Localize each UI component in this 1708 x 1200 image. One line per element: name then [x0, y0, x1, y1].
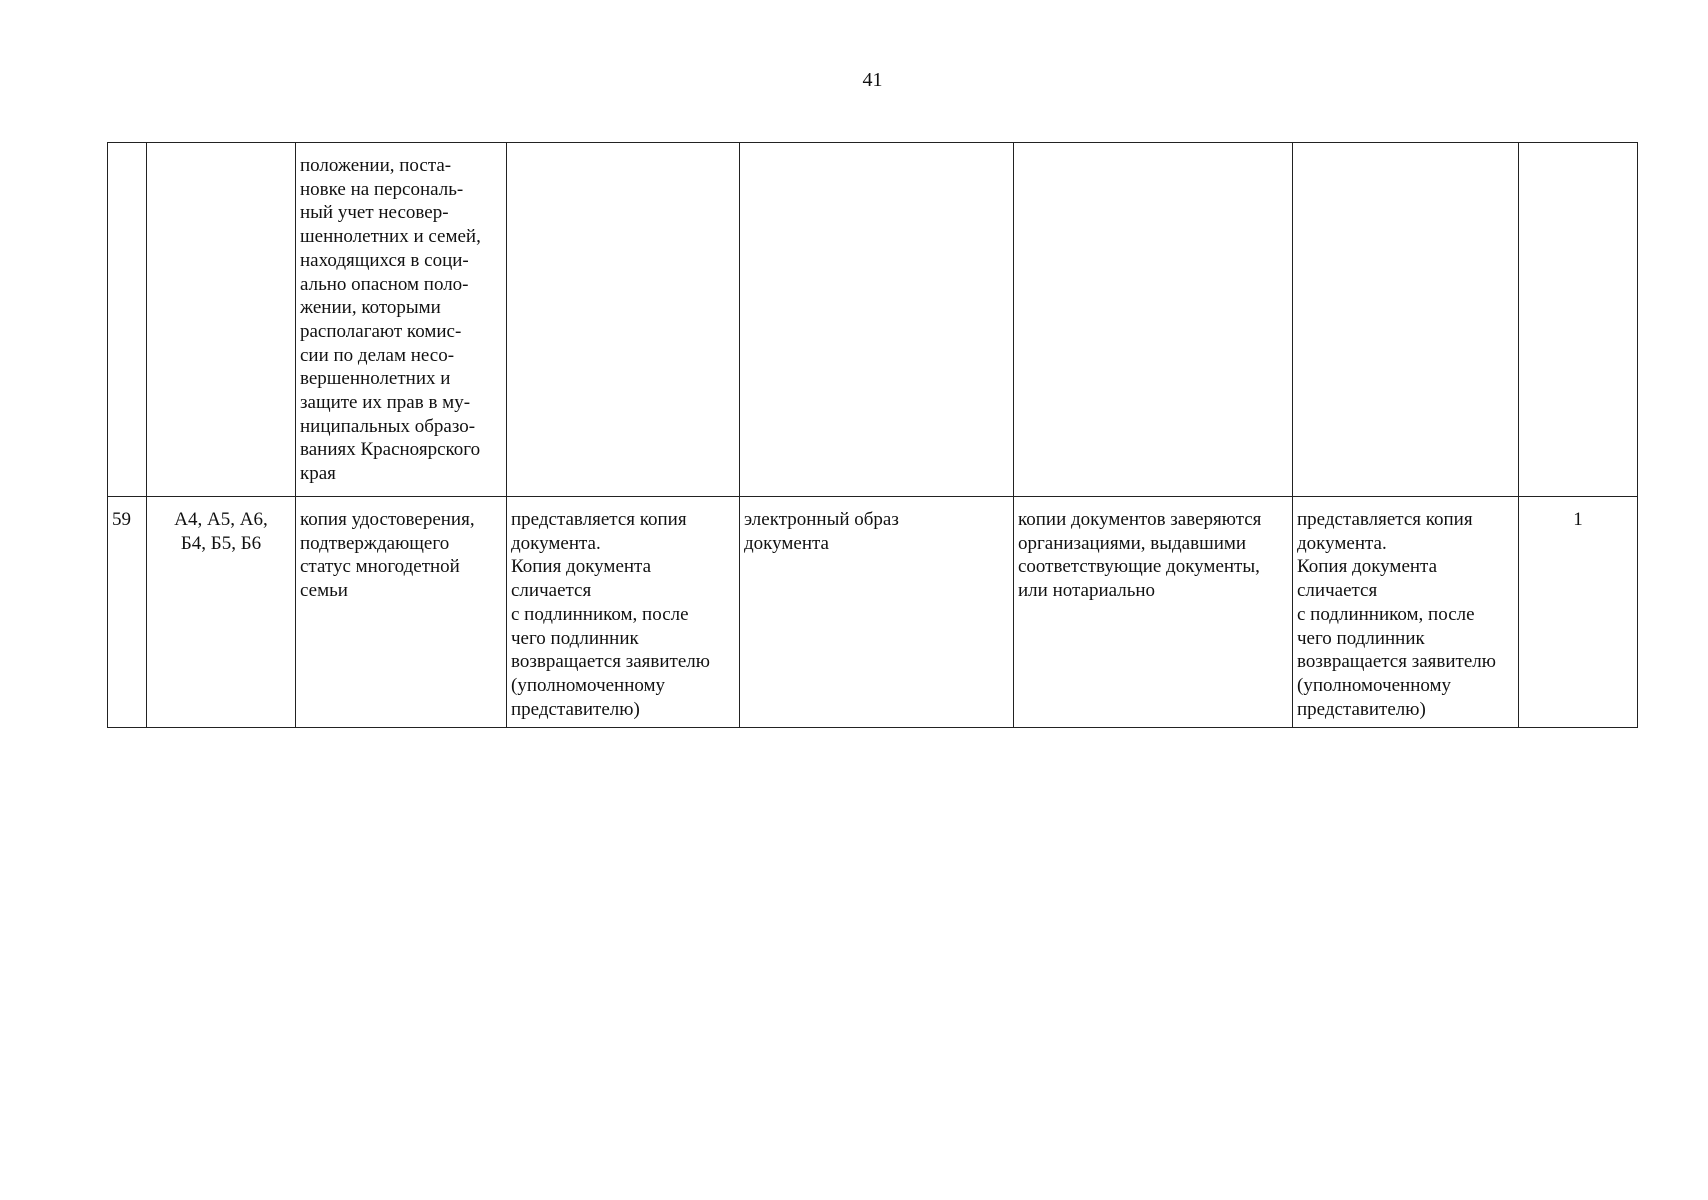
submission-line: чего подлинник	[511, 627, 639, 649]
submission-line: с подлинником, после	[511, 603, 689, 625]
electronic-cell	[740, 497, 1014, 728]
codes-line: А4, А5, А6,	[174, 509, 268, 530]
document-line: края	[300, 463, 336, 485]
document-line: семьи	[300, 580, 348, 602]
document-line: статус многодетной	[300, 556, 460, 578]
document-cell	[296, 497, 507, 728]
documents-table	[107, 142, 1638, 728]
paper-line: Копия документа	[1297, 556, 1438, 578]
paper-cell	[1293, 497, 1519, 728]
row-number-cell	[108, 143, 147, 497]
certification-line: копии документов заверяются	[1018, 509, 1262, 530]
document-line: подтверждающего	[300, 532, 450, 554]
submission-line: сличается	[511, 580, 592, 602]
certification-line: или нотариально	[1018, 580, 1156, 602]
document-line: положении, поста-	[300, 155, 452, 176]
paper-line: возвращается заявителю	[1297, 651, 1496, 673]
document-cell	[296, 143, 507, 497]
certification-line: соответствующие документы,	[1018, 556, 1260, 578]
document-line: шеннолетних и семей,	[300, 226, 481, 248]
paper-line: представляется копия	[1297, 509, 1473, 530]
quantity-cell: 1	[1519, 497, 1638, 728]
document-line: копия удостоверения,	[300, 509, 475, 530]
document-line: ниципальных образо-	[300, 415, 476, 437]
paper-line: (уполномоченному	[1297, 674, 1452, 696]
submission-line: Копия документа	[511, 556, 652, 578]
document-line: новке на персональ-	[300, 178, 464, 200]
document-line: ный учет несовер-	[300, 202, 449, 224]
codes-cell	[147, 143, 296, 497]
codes-cell	[147, 497, 296, 728]
submission-line: документа.	[511, 532, 601, 554]
paper-line: сличается	[1297, 580, 1378, 602]
document-line: сии по делам несо-	[300, 344, 455, 366]
document-line: вершеннолетних и	[300, 368, 451, 390]
document-line: ваниях Красноярского	[300, 439, 481, 461]
row-number-cell: 59	[108, 497, 147, 728]
codes-line: Б4, Б5, Б6	[180, 532, 262, 554]
submission-line: возвращается заявителю	[511, 651, 710, 673]
submission-line: представителю)	[511, 698, 640, 720]
submission-cell	[507, 497, 740, 728]
paper-line: документа.	[1297, 532, 1387, 554]
electronic-line: электронный образ	[744, 509, 899, 530]
paper-line: чего подлинник	[1297, 627, 1425, 649]
paper-cell	[1293, 143, 1519, 497]
certification-cell	[1014, 497, 1293, 728]
certification-cell	[1014, 143, 1293, 497]
document-line: располагают комис-	[300, 320, 462, 342]
paper-line: представителю)	[1297, 698, 1426, 720]
submission-line: представляется копия	[511, 509, 687, 530]
electronic-cell	[740, 143, 1014, 497]
document-line: находящихся в соци-	[300, 249, 469, 271]
table-row	[108, 497, 1638, 728]
document-line: жении, которыми	[300, 297, 441, 319]
document-line: ально опасном поло-	[300, 273, 469, 295]
certification-line: организациями, выдавшими	[1018, 532, 1247, 554]
document-line: защите их прав в му-	[300, 392, 471, 414]
paper-line: с подлинником, после	[1297, 603, 1475, 625]
table-row	[108, 143, 1638, 497]
quantity-cell	[1519, 143, 1638, 497]
submission-cell	[507, 143, 740, 497]
submission-line: (уполномоченному	[511, 674, 666, 696]
electronic-line: документа	[744, 532, 829, 554]
page-number: 41	[862, 69, 883, 91]
